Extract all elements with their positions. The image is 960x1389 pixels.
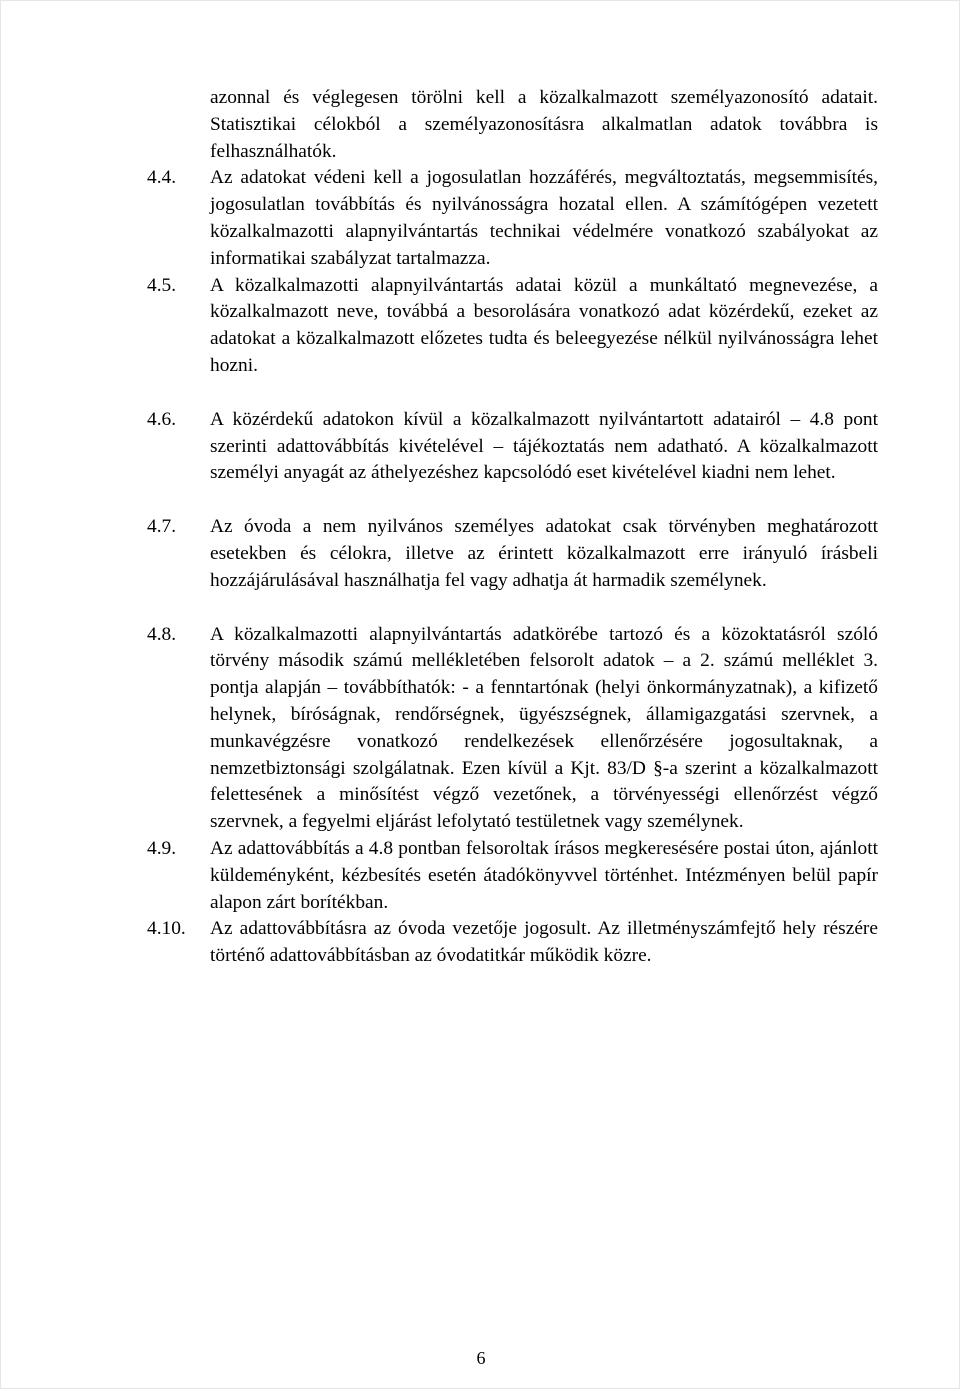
section-number: 4.4. <box>147 167 177 189</box>
section-4-9 <box>147 836 878 916</box>
section-4-10 <box>147 916 878 970</box>
section-4-5 <box>147 273 878 380</box>
section-4-6 <box>147 407 878 487</box>
section-text: A közalkalmazotti alapnyilvántartás adatai közül a munkáltató megnevezése, a közalkalmazott neve, továbbá a besorolására vonatkozó adat közérdekű, ezeket az adatokat a közalkalmazott előzetes tudta és beleegyezése nélkül nyilvánosságra lehet hozni. <box>210 274 878 376</box>
section-4-4 <box>147 165 878 272</box>
page-number: 6 <box>476 1348 486 1368</box>
section-number: 4.5. <box>147 274 177 296</box>
page-content <box>147 85 878 970</box>
continuation-paragraph: azonnal és véglegesen törölni kell a közalkalmazott személyazonosító adatait. Statisztikai célokból a személyazonosításra alkalmatlan adatok továbbra is felhasználhatók. <box>210 87 878 162</box>
section-text: Az adatokat védeni kell a jogosulatlan hozzáférés, megváltoztatás, megsemmisítés, jogosulatlan továbbítás és nyilvánosságra hozatal ellen. A számítógépen vezetett közalkalmazotti alapnyilvántartás technikai védelmére vonatkozó szabályokat az informatikai szabályzat tartalmazza. <box>210 167 878 269</box>
section-text: Az óvoda a nem nyilvános személyes adatokat csak törvényben meghatározott esetekben és célokra, illetve az érintett közalkalmazott erre irányuló írásbeli hozzájárulásával használhatja fel vagy adhatja át harmadik személynek. <box>210 516 878 591</box>
section-4-7 <box>147 514 878 594</box>
section-number: 4.7. <box>147 516 177 538</box>
section-text: A közalkalmazotti alapnyilvántartás adatkörébe tartozó és a közoktatásról szóló törvény második számú mellékletében felsorolt adatok – a 2. számú melléklet 3. pontja alapján – továbbíthatók: - a fenntartónak (helyi önkormányzatnak), a kifizető helynek, bíróságnak, rendőrségnek, ügyészségnek, államigazgatási szervnek, a munkavégzésre vonatkozó rendelkezések ellenőrzésére jogosultaknak, a nemzetbiztonsági szolgálatnak. Ezen kívül a Kjt. 83/D §-a szerint a közalkalmazott felettesének a minősítést végző vezetőnek, a törvényességi ellenőrzést végző szervnek, a fegyelmi eljárást lefolytató testületnek vagy személynek. <box>210 623 878 833</box>
section-text: A közérdekű adatokon kívül a közalkalmazott nyilvántartott adatairól – 4.8 pont szerinti adattovábbítás kivételével – tájékoztatás nem adatható. A közalkalmazott személyi anyagát az áthelyezéshez kapcsolódó eset kivételével kiadni nem lehet. <box>210 408 878 484</box>
section-4-8 <box>147 622 878 836</box>
section-number: 4.6. <box>147 408 177 430</box>
section-number: 4.9. <box>147 837 177 859</box>
section-number: 4.8. <box>147 623 177 645</box>
section-number: 4.10. <box>147 918 186 940</box>
section-text: Az adattovábbítás a 4.8 pontban felsoroltak írásos megkeresésére postai úton, ajánlott küldeményként, kézbesítés esetén átadókönyvvel történhet. Intézményen belül papír alapon zárt borítékban. <box>210 837 878 913</box>
section-text: Az adattovábbításra az óvoda vezetője jogosult. Az illetményszámfejtő hely részére történő adattovábbításban az óvodatitkár működik közre. <box>210 918 878 967</box>
